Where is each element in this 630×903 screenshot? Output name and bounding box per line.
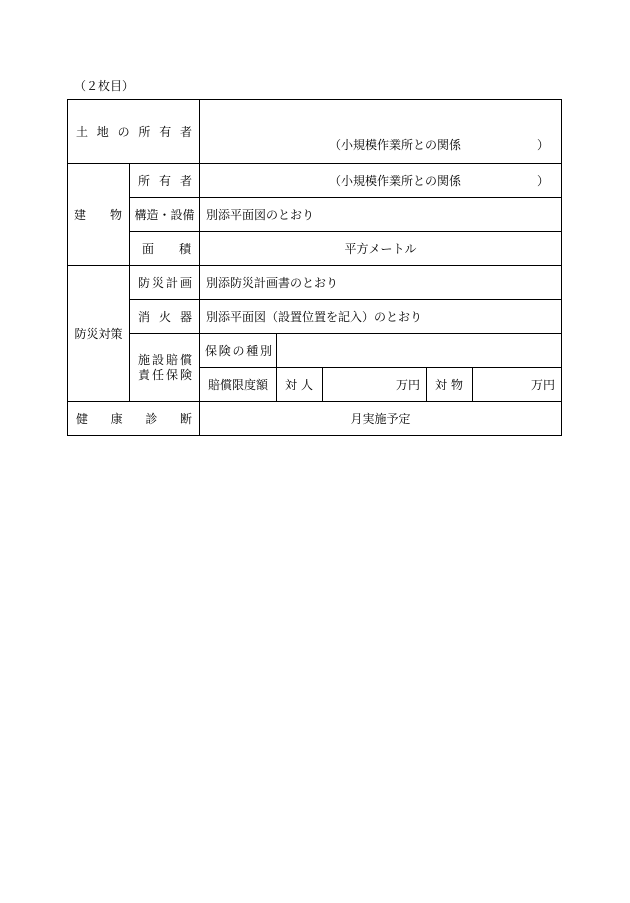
row-building-structure — [68, 198, 562, 232]
area-field[interactable] — [200, 232, 562, 266]
disaster-plan-value: 別添防災計画書のとおり — [200, 266, 562, 300]
insurance-type-label: 保 険 の 種 別 — [200, 334, 277, 368]
health-check-value: 月実施予定 — [350, 412, 411, 426]
health-check-field[interactable] — [200, 402, 562, 436]
building-owner-label: 所 有 者 — [130, 164, 200, 198]
land-relation-close: ） — [537, 138, 550, 152]
row-extinguisher — [68, 300, 562, 334]
health-check-label: 健 康 診 断 — [68, 402, 200, 436]
row-disaster-plan — [68, 266, 562, 300]
structure-label: 構造・設備 — [130, 198, 200, 232]
structure-value: 別添平面図のとおり — [200, 198, 562, 232]
insurance-type-field[interactable] — [277, 334, 562, 368]
area-unit: 平方メートル — [344, 242, 417, 256]
person-unit: 万円 — [395, 378, 420, 392]
row-insurance-type — [68, 334, 562, 368]
person-amount-field[interactable] — [323, 368, 427, 402]
land-owner-label: 土 地 の 所 有 者 — [68, 100, 200, 164]
row-health-check — [68, 402, 562, 436]
facility-form-table — [67, 99, 562, 436]
row-building-owner — [68, 164, 562, 198]
property-unit: 万円 — [531, 378, 556, 392]
area-label: 面 積 — [130, 232, 200, 266]
land-relation-open: （小規模作業所との関係 — [329, 138, 462, 152]
land-owner-field[interactable] — [200, 100, 562, 164]
row-land-owner — [68, 100, 562, 164]
property-amount-field[interactable] — [473, 368, 562, 402]
building-relation-open: （小規模作業所との関係 — [329, 174, 462, 188]
property-label: 対 物 — [427, 368, 473, 402]
extinguisher-value: 別添平面図（設置位置を記入）のとおり — [200, 300, 562, 334]
limit-label: 賠償限度額 — [200, 368, 277, 402]
disaster-label: 防災対策 — [68, 266, 130, 402]
disaster-plan-label: 防 災 計 画 — [130, 266, 200, 300]
person-label: 対 人 — [277, 368, 323, 402]
page-number-label: （２枚目） — [74, 79, 135, 93]
row-building-area — [68, 232, 562, 266]
insurance-label: 施 設 賠 償 責 任 保 険 — [130, 334, 200, 402]
building-relation-close: ） — [537, 174, 550, 188]
building-owner-field[interactable] — [200, 164, 562, 198]
building-label: 建 物 — [68, 164, 130, 266]
extinguisher-label: 消 火 器 — [130, 300, 200, 334]
